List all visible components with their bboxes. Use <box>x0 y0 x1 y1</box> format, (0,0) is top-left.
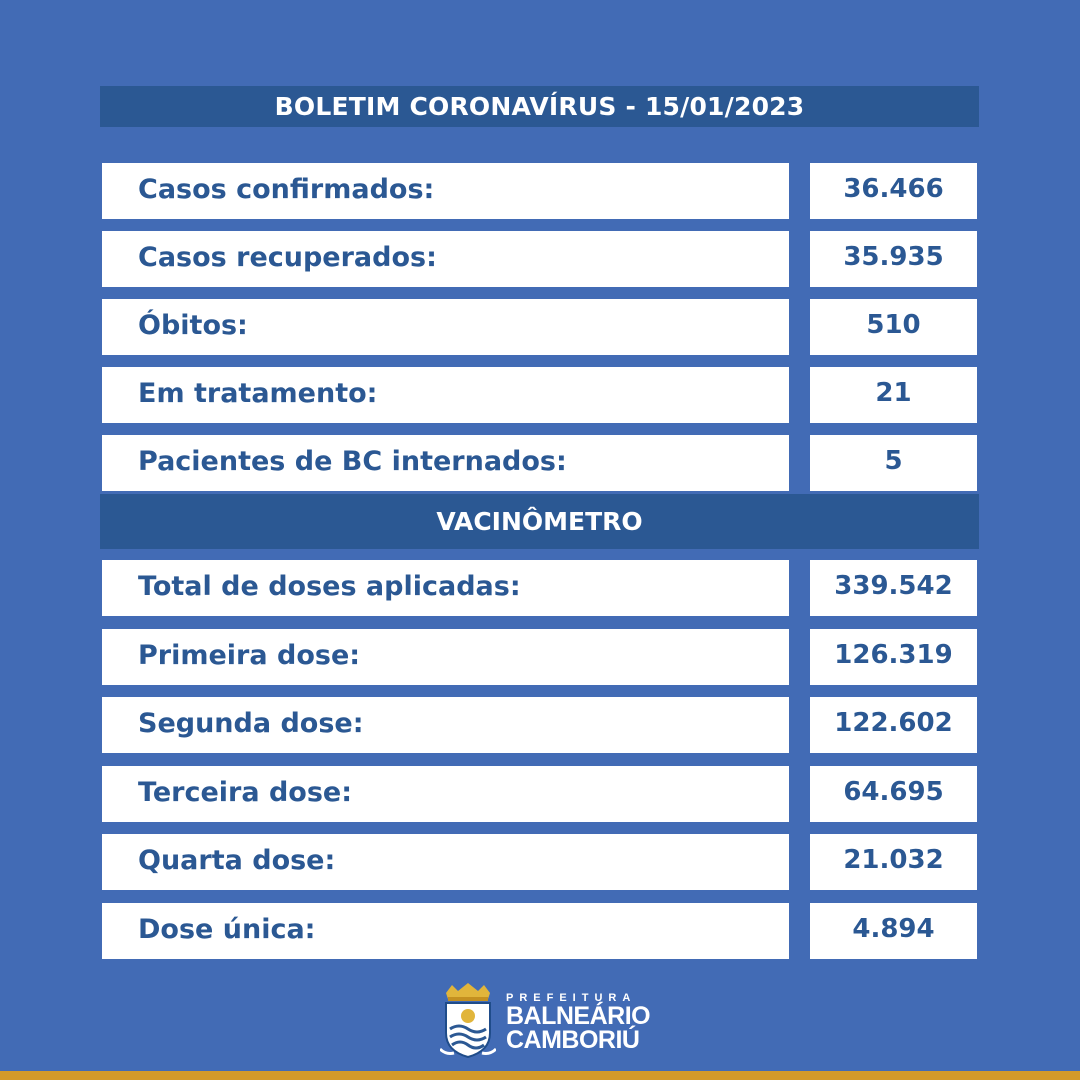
stat-label-text: Casos recuperados: <box>138 241 437 273</box>
vaccine-label-text: Total de doses aplicadas: <box>138 570 521 602</box>
vaccine-label-text: Terceira dose: <box>138 776 353 808</box>
logo-wordmark <box>506 992 650 1052</box>
vaccine-row-fourth-dose <box>100 834 979 890</box>
bulletin-title: BOLETIM CORONAVÍRUS - 15/01/2023 <box>274 92 805 121</box>
vaccine-section-bar <box>100 494 979 549</box>
vaccine-value <box>810 834 977 890</box>
stat-label-text: Óbitos: <box>138 309 248 341</box>
stat-label <box>102 163 789 219</box>
stat-label <box>102 367 789 423</box>
vaccine-row-total <box>100 560 979 616</box>
stat-row-hospitalized <box>100 435 979 491</box>
vaccine-label-text: Segunda dose: <box>138 707 364 739</box>
vaccine-label <box>102 834 789 890</box>
stat-value-text: 510 <box>866 310 921 340</box>
logo-balneario: BALNEÁRIO <box>506 1002 651 1030</box>
logo-camboriu: CAMBORIÚ <box>506 1026 640 1054</box>
bottom-accent-stripe <box>0 1071 1080 1080</box>
vaccine-row-single-dose <box>100 903 979 959</box>
vaccine-value <box>810 903 977 959</box>
stat-label-text: Casos confirmados: <box>138 173 435 205</box>
vaccine-label <box>102 697 789 753</box>
city-coat-of-arms-icon <box>440 983 496 1061</box>
vaccine-label-text: Primeira dose: <box>138 639 361 671</box>
vaccine-row-third-dose <box>100 766 979 822</box>
stat-row-in-treatment <box>100 367 979 423</box>
stat-value <box>810 367 977 423</box>
stat-value <box>810 435 977 491</box>
vaccine-label <box>102 766 789 822</box>
stat-value-text: 21 <box>875 378 912 408</box>
vaccine-label <box>102 629 789 685</box>
stat-value-text: 5 <box>884 446 903 476</box>
vaccine-label-text: Quarta dose: <box>138 844 336 876</box>
vaccine-label-text: Dose única: <box>138 913 316 945</box>
stat-label <box>102 435 789 491</box>
stat-label-text: Pacientes de BC internados: <box>138 445 567 477</box>
vaccine-value-text: 4.894 <box>852 914 935 944</box>
vaccine-value-text: 64.695 <box>843 777 944 807</box>
vaccine-value <box>810 629 977 685</box>
vaccine-value-text: 126.319 <box>834 640 953 670</box>
stat-row-confirmed <box>100 163 979 219</box>
stat-value <box>810 163 977 219</box>
stat-value <box>810 231 977 287</box>
logo-prefeitura: PREFEITURA <box>506 992 637 1004</box>
vaccine-row-second-dose <box>100 697 979 753</box>
prefeitura-logo <box>440 982 650 1062</box>
stat-value-text: 35.935 <box>843 242 944 272</box>
stat-label <box>102 231 789 287</box>
stat-label <box>102 299 789 355</box>
stat-value-text: 36.466 <box>843 174 944 204</box>
stat-row-deaths <box>100 299 979 355</box>
vaccine-value <box>810 766 977 822</box>
vaccine-row-first-dose <box>100 629 979 685</box>
vaccine-value-text: 21.032 <box>843 845 944 875</box>
vaccine-value <box>810 560 977 616</box>
vaccine-value-text: 122.602 <box>834 708 953 738</box>
vaccine-value <box>810 697 977 753</box>
vaccine-label <box>102 903 789 959</box>
stat-row-recovered <box>100 231 979 287</box>
vaccine-label <box>102 560 789 616</box>
stat-value <box>810 299 977 355</box>
stat-label-text: Em tratamento: <box>138 377 378 409</box>
bulletin-title-bar <box>100 86 979 127</box>
vaccine-section-title: VACINÔMETRO <box>436 507 643 536</box>
vaccine-value-text: 339.542 <box>834 571 953 601</box>
